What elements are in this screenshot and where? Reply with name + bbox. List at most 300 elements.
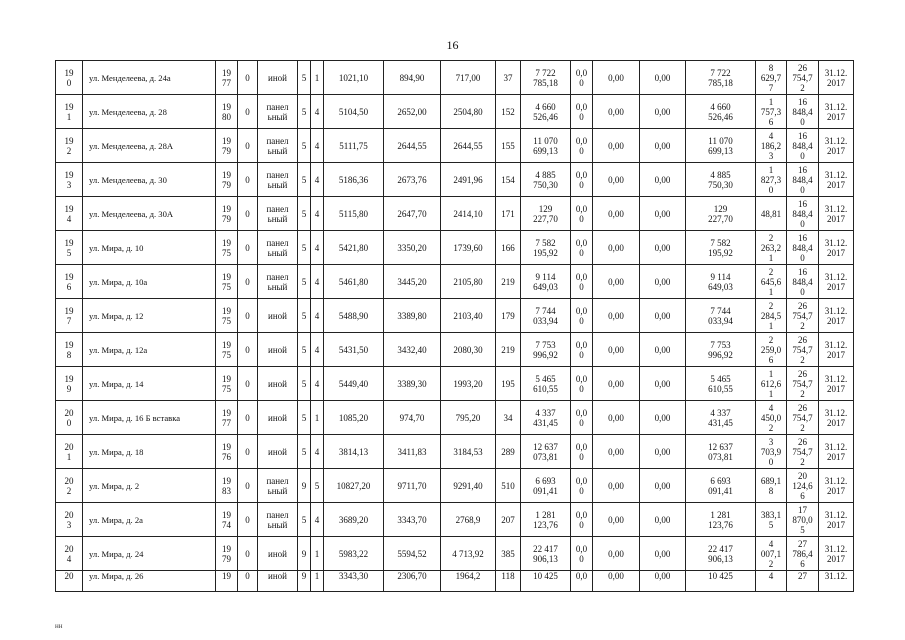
table-row xyxy=(56,537,854,571)
cell-cost-total: 7 582 195,92 xyxy=(521,231,571,265)
cell-limit-cost: 16 848,4 0 xyxy=(787,197,819,231)
cell-cost-b: 0,00 xyxy=(593,231,640,265)
cell-cost-c: 0,00 xyxy=(640,129,686,163)
cell-floors: 5 xyxy=(298,401,311,435)
cell-cost-b: 0,00 xyxy=(593,469,640,503)
cell-cost-a: 0,0 0 xyxy=(571,197,593,231)
cell-deadline: 31.12. 2017 xyxy=(819,129,854,163)
table-row xyxy=(56,197,854,231)
cell-private-area: 1739,60 xyxy=(441,231,496,265)
cell-wall-type: иной xyxy=(258,435,298,469)
cell-cost-b: 0,00 xyxy=(593,299,640,333)
table-row xyxy=(56,435,854,469)
table-row xyxy=(56,367,854,401)
cell-total-area: 1085,20 xyxy=(324,401,384,435)
cell-cost-per-sqm: 689,1 8 xyxy=(756,469,787,503)
cell-cost-a: 0,0 0 xyxy=(571,401,593,435)
cell-col-zero: 0 xyxy=(238,231,258,265)
cell-cost-total: 7 753 996,92 xyxy=(521,333,571,367)
cell-cost-a: 0,0 0 xyxy=(571,435,593,469)
cell-year-built: 19 76 xyxy=(216,435,238,469)
cell-cost-a: 0,0 0 xyxy=(571,333,593,367)
cell-limit-cost: 16 848,4 0 xyxy=(787,163,819,197)
cell-cost-region: 9 114 649,03 xyxy=(686,265,756,299)
cell-deadline: 31.12. 2017 xyxy=(819,231,854,265)
cell-cost-per-sqm: 2 259,0 6 xyxy=(756,333,787,367)
cell-residential-area: 3343,70 xyxy=(384,503,441,537)
cell-cost-c: 0,00 xyxy=(640,537,686,571)
cell-entrances: 4 xyxy=(311,333,324,367)
cell-residents: 195 xyxy=(496,367,521,401)
table-row xyxy=(56,95,854,129)
cell-deadline: 31.12. 2017 xyxy=(819,61,854,95)
cell-private-area: 2491,96 xyxy=(441,163,496,197)
housing-table xyxy=(55,60,854,592)
cell-wall-type: иной xyxy=(258,61,298,95)
cell-private-area: 2768,9 xyxy=(441,503,496,537)
cell-col-zero: 0 xyxy=(238,333,258,367)
cell-cost-region: 129 227,70 xyxy=(686,197,756,231)
cell-private-area: 2414,10 xyxy=(441,197,496,231)
cell-limit-cost: 17 870,0 5 xyxy=(787,503,819,537)
cell-deadline: 31.12. 2017 xyxy=(819,197,854,231)
cell-address: ул. Менделеева, д. 24а xyxy=(83,61,216,95)
cell-col-zero: 0 xyxy=(238,571,258,592)
cell-floors: 5 xyxy=(298,95,311,129)
cell-deadline: 31.12. 2017 xyxy=(819,265,854,299)
cell-private-area: 4 713,92 xyxy=(441,537,496,571)
cell-residential-area: 3411,83 xyxy=(384,435,441,469)
cell-floors: 5 xyxy=(298,299,311,333)
cell-total-area: 5488,90 xyxy=(324,299,384,333)
cell-cost-total: 22 417 906,13 xyxy=(521,537,571,571)
cell-deadline: 31.12. 2017 xyxy=(819,537,854,571)
cell-address: ул. Мира, д. 16 Б вставка xyxy=(83,401,216,435)
cell-wall-type: панел ьный xyxy=(258,95,298,129)
cell-total-area: 5421,80 xyxy=(324,231,384,265)
cell-col-zero: 0 xyxy=(238,197,258,231)
cell-deadline: 31.12. 2017 xyxy=(819,435,854,469)
cell-cost-per-sqm: 2 263,2 1 xyxy=(756,231,787,265)
cell-row-number: 19 6 xyxy=(56,265,83,299)
cell-cost-a: 0,0 0 xyxy=(571,367,593,401)
table-row xyxy=(56,299,854,333)
cell-cost-c: 0,00 xyxy=(640,299,686,333)
cell-cost-b: 0,00 xyxy=(593,95,640,129)
cell-address: ул. Мира, д. 10 xyxy=(83,231,216,265)
cell-residents: 34 xyxy=(496,401,521,435)
cell-floors: 5 xyxy=(298,163,311,197)
cell-address: ул. Мира, д. 14 xyxy=(83,367,216,401)
cell-limit-cost: 26 754,7 2 xyxy=(787,299,819,333)
cell-deadline: 31.12. 2017 xyxy=(819,163,854,197)
cell-cost-c: 0,00 xyxy=(640,197,686,231)
cell-year-built: 19 75 xyxy=(216,299,238,333)
cell-year-built: 19 79 xyxy=(216,537,238,571)
cell-col-zero: 0 xyxy=(238,503,258,537)
cell-deadline: 31.12. 2017 xyxy=(819,401,854,435)
cell-limit-cost: 16 848,4 0 xyxy=(787,95,819,129)
cell-floors: 5 xyxy=(298,231,311,265)
cell-cost-b: 0,00 xyxy=(593,503,640,537)
cell-row-number: 19 1 xyxy=(56,95,83,129)
cell-deadline: 31.12. 2017 xyxy=(819,367,854,401)
cell-limit-cost: 26 754,7 2 xyxy=(787,401,819,435)
cell-cost-total: 1 281 123,76 xyxy=(521,503,571,537)
cell-wall-type: панел ьный xyxy=(258,265,298,299)
cell-residents: 152 xyxy=(496,95,521,129)
cell-cost-a: 0,0 0 xyxy=(571,163,593,197)
cell-residents: 289 xyxy=(496,435,521,469)
cell-residents: 510 xyxy=(496,469,521,503)
cell-floors: 5 xyxy=(298,435,311,469)
cell-wall-type: панел ьный xyxy=(258,197,298,231)
cell-cost-per-sqm: 4 450,0 2 xyxy=(756,401,787,435)
cell-year-built: 19 74 xyxy=(216,503,238,537)
cell-cost-total: 4 337 431,45 xyxy=(521,401,571,435)
cell-cost-per-sqm: 1 827,3 0 xyxy=(756,163,787,197)
cell-total-area: 3814,13 xyxy=(324,435,384,469)
cell-cost-a: 0,0 0 xyxy=(571,537,593,571)
cell-residential-area: 3432,40 xyxy=(384,333,441,367)
cell-cost-b: 0,00 xyxy=(593,537,640,571)
cell-year-built: 19 75 xyxy=(216,333,238,367)
cell-deadline: 31.12. 2017 xyxy=(819,299,854,333)
cell-entrances: 4 xyxy=(311,163,324,197)
cell-residents: 219 xyxy=(496,265,521,299)
cell-col-zero: 0 xyxy=(238,163,258,197)
cell-entrances: 4 xyxy=(311,129,324,163)
cell-cost-total: 7 722 785,18 xyxy=(521,61,571,95)
cell-cost-total: 9 114 649,03 xyxy=(521,265,571,299)
housing-table-wrapper xyxy=(55,60,854,592)
cell-cost-region: 10 425 xyxy=(686,571,756,592)
cell-row-number: 20 1 xyxy=(56,435,83,469)
cell-row-number: 19 0 xyxy=(56,61,83,95)
cell-row-number: 19 9 xyxy=(56,367,83,401)
cell-cost-b: 0,00 xyxy=(593,163,640,197)
cell-floors: 5 xyxy=(298,265,311,299)
cell-cost-total: 12 637 073,81 xyxy=(521,435,571,469)
cell-residents: 207 xyxy=(496,503,521,537)
cell-cost-c: 0,00 xyxy=(640,333,686,367)
cell-residential-area: 894,90 xyxy=(384,61,441,95)
cell-floors: 5 xyxy=(298,503,311,537)
cell-cost-a: 0,0 0 xyxy=(571,265,593,299)
cell-residential-area: 3389,80 xyxy=(384,299,441,333)
cell-address: ул. Мира, д. 18 xyxy=(83,435,216,469)
cell-cost-c: 0,00 xyxy=(640,163,686,197)
table-body xyxy=(56,61,854,592)
cell-cost-b: 0,00 xyxy=(593,401,640,435)
cell-cost-per-sqm: 2 645,6 1 xyxy=(756,265,787,299)
cell-cost-c: 0,00 xyxy=(640,571,686,592)
cell-limit-cost: 27 786,4 6 xyxy=(787,537,819,571)
cell-address: ул. Мира, д. 12а xyxy=(83,333,216,367)
table-row xyxy=(56,61,854,95)
cell-cost-b: 0,00 xyxy=(593,435,640,469)
cell-deadline: 31.12. 2017 xyxy=(819,95,854,129)
cell-row-number: 20 3 xyxy=(56,503,83,537)
cell-year-built: 19 77 xyxy=(216,61,238,95)
cell-deadline: 31.12. 2017 xyxy=(819,503,854,537)
cell-private-area: 3184,53 xyxy=(441,435,496,469)
cell-year-built: 19 77 xyxy=(216,401,238,435)
cell-floors: 5 xyxy=(298,61,311,95)
cell-address: ул. Менделеева, д. 28А xyxy=(83,129,216,163)
cell-cost-region: 7 582 195,92 xyxy=(686,231,756,265)
cell-col-zero: 0 xyxy=(238,265,258,299)
cell-limit-cost: 26 754,7 2 xyxy=(787,333,819,367)
cell-cost-c: 0,00 xyxy=(640,503,686,537)
cell-private-area: 2080,30 xyxy=(441,333,496,367)
cell-private-area: 2504,80 xyxy=(441,95,496,129)
cell-address: ул. Мира, д. 2 xyxy=(83,469,216,503)
cell-cost-a: 0,0 xyxy=(571,571,593,592)
cell-cost-b: 0,00 xyxy=(593,571,640,592)
cell-year-built: 19 75 xyxy=(216,265,238,299)
cell-cost-per-sqm: 48,81 xyxy=(756,197,787,231)
cell-cost-b: 0,00 xyxy=(593,129,640,163)
cell-residents: 385 xyxy=(496,537,521,571)
table-row xyxy=(56,129,854,163)
cell-residential-area: 5594,52 xyxy=(384,537,441,571)
cell-residents: 155 xyxy=(496,129,521,163)
cell-address: ул. Менделеева, д. 28 xyxy=(83,95,216,129)
cell-entrances: 4 xyxy=(311,503,324,537)
cell-total-area: 3689,20 xyxy=(324,503,384,537)
cell-total-area: 5461,80 xyxy=(324,265,384,299)
cell-cost-per-sqm: 383,1 5 xyxy=(756,503,787,537)
cell-entrances: 4 xyxy=(311,299,324,333)
cell-residents: 166 xyxy=(496,231,521,265)
cell-total-area: 1021,10 xyxy=(324,61,384,95)
cell-year-built: 19 79 xyxy=(216,197,238,231)
cell-total-area: 5186,36 xyxy=(324,163,384,197)
cell-cost-per-sqm: 1 757,3 6 xyxy=(756,95,787,129)
cell-cost-c: 0,00 xyxy=(640,265,686,299)
cell-private-area: 717,00 xyxy=(441,61,496,95)
cell-cost-per-sqm: 1 612,6 1 xyxy=(756,367,787,401)
cell-address: ул. Мира, д. 24 xyxy=(83,537,216,571)
table-row xyxy=(56,265,854,299)
footer-mark: нн xyxy=(55,622,63,630)
cell-col-zero: 0 xyxy=(238,401,258,435)
cell-wall-type: иной xyxy=(258,367,298,401)
cell-wall-type: иной xyxy=(258,571,298,592)
cell-wall-type: иной xyxy=(258,401,298,435)
cell-entrances: 4 xyxy=(311,435,324,469)
cell-address: ул. Менделеева, д. 30 xyxy=(83,163,216,197)
cell-cost-a: 0,0 0 xyxy=(571,61,593,95)
cell-cost-a: 0,0 0 xyxy=(571,503,593,537)
table-row xyxy=(56,333,854,367)
cell-col-zero: 0 xyxy=(238,435,258,469)
cell-entrances: 1 xyxy=(311,537,324,571)
cell-limit-cost: 26 754,7 2 xyxy=(787,61,819,95)
cell-entrances: 4 xyxy=(311,231,324,265)
cell-residents: 179 xyxy=(496,299,521,333)
cell-total-area: 5449,40 xyxy=(324,367,384,401)
cell-row-number: 19 2 xyxy=(56,129,83,163)
cell-private-area: 1964,2 xyxy=(441,571,496,592)
cell-wall-type: панел ьный xyxy=(258,469,298,503)
cell-limit-cost: 16 848,4 0 xyxy=(787,231,819,265)
cell-cost-region: 4 660 526,46 xyxy=(686,95,756,129)
cell-cost-a: 0,0 0 xyxy=(571,95,593,129)
cell-cost-per-sqm: 2 284,5 1 xyxy=(756,299,787,333)
cell-cost-a: 0,0 0 xyxy=(571,469,593,503)
cell-residents: 118 xyxy=(496,571,521,592)
cell-row-number: 19 4 xyxy=(56,197,83,231)
cell-entrances: 1 xyxy=(311,571,324,592)
cell-deadline: 31.12. xyxy=(819,571,854,592)
cell-cost-c: 0,00 xyxy=(640,469,686,503)
cell-row-number: 20 0 xyxy=(56,401,83,435)
cell-cost-per-sqm: 8 629,7 7 xyxy=(756,61,787,95)
cell-cost-per-sqm: 4 xyxy=(756,571,787,592)
cell-cost-region: 7 744 033,94 xyxy=(686,299,756,333)
cell-wall-type: иной xyxy=(258,537,298,571)
cell-year-built: 19 79 xyxy=(216,129,238,163)
table-row xyxy=(56,401,854,435)
cell-limit-cost: 16 848,4 0 xyxy=(787,265,819,299)
cell-year-built: 19 83 xyxy=(216,469,238,503)
cell-wall-type: панел ьный xyxy=(258,231,298,265)
cell-residential-area: 2644,55 xyxy=(384,129,441,163)
cell-cost-c: 0,00 xyxy=(640,435,686,469)
cell-total-area: 10827,20 xyxy=(324,469,384,503)
cell-residential-area: 974,70 xyxy=(384,401,441,435)
cell-cost-b: 0,00 xyxy=(593,333,640,367)
cell-row-number: 19 7 xyxy=(56,299,83,333)
cell-private-area: 9291,40 xyxy=(441,469,496,503)
cell-cost-a: 0,0 0 xyxy=(571,299,593,333)
table-row xyxy=(56,503,854,537)
cell-col-zero: 0 xyxy=(238,61,258,95)
cell-cost-total: 10 425 xyxy=(521,571,571,592)
cell-row-number: 19 8 xyxy=(56,333,83,367)
cell-limit-cost: 26 754,7 2 xyxy=(787,435,819,469)
cell-address: ул. Мира, д. 26 xyxy=(83,571,216,592)
cell-cost-b: 0,00 xyxy=(593,367,640,401)
cell-private-area: 2103,40 xyxy=(441,299,496,333)
cell-total-area: 5431,50 xyxy=(324,333,384,367)
cell-cost-region: 4 885 750,30 xyxy=(686,163,756,197)
cell-cost-total: 11 070 699,13 xyxy=(521,129,571,163)
cell-total-area: 5104,50 xyxy=(324,95,384,129)
cell-residential-area: 2652,00 xyxy=(384,95,441,129)
table-row xyxy=(56,231,854,265)
cell-cost-total: 6 693 091,41 xyxy=(521,469,571,503)
cell-cost-per-sqm: 3 703,9 0 xyxy=(756,435,787,469)
cell-cost-c: 0,00 xyxy=(640,367,686,401)
cell-cost-a: 0,0 0 xyxy=(571,231,593,265)
cell-private-area: 1993,20 xyxy=(441,367,496,401)
cell-cost-c: 0,00 xyxy=(640,401,686,435)
cell-cost-total: 5 465 610,55 xyxy=(521,367,571,401)
cell-residents: 219 xyxy=(496,333,521,367)
cell-col-zero: 0 xyxy=(238,469,258,503)
table-row xyxy=(56,571,854,592)
cell-residents: 154 xyxy=(496,163,521,197)
cell-row-number: 20 xyxy=(56,571,83,592)
cell-entrances: 1 xyxy=(311,61,324,95)
cell-cost-a: 0,0 0 xyxy=(571,129,593,163)
cell-floors: 5 xyxy=(298,333,311,367)
cell-year-built: 19 79 xyxy=(216,163,238,197)
cell-cost-region: 5 465 610,55 xyxy=(686,367,756,401)
cell-cost-region: 1 281 123,76 xyxy=(686,503,756,537)
cell-row-number: 20 4 xyxy=(56,537,83,571)
cell-total-area: 5983,22 xyxy=(324,537,384,571)
cell-floors: 9 xyxy=(298,537,311,571)
cell-cost-region: 7 722 785,18 xyxy=(686,61,756,95)
cell-total-area: 5111,75 xyxy=(324,129,384,163)
cell-floors: 5 xyxy=(298,197,311,231)
cell-limit-cost: 16 848,4 0 xyxy=(787,129,819,163)
cell-residential-area: 2673,76 xyxy=(384,163,441,197)
cell-address: ул. Мира, д. 2а xyxy=(83,503,216,537)
cell-wall-type: иной xyxy=(258,299,298,333)
cell-row-number: 19 3 xyxy=(56,163,83,197)
cell-residential-area: 2647,70 xyxy=(384,197,441,231)
cell-address: ул. Мира, д. 12 xyxy=(83,299,216,333)
cell-col-zero: 0 xyxy=(238,537,258,571)
cell-private-area: 2105,80 xyxy=(441,265,496,299)
cell-wall-type: панел ьный xyxy=(258,503,298,537)
cell-row-number: 19 5 xyxy=(56,231,83,265)
cell-entrances: 4 xyxy=(311,197,324,231)
cell-entrances: 1 xyxy=(311,401,324,435)
cell-residents: 171 xyxy=(496,197,521,231)
cell-wall-type: иной xyxy=(258,333,298,367)
cell-address: ул. Мира, д. 10а xyxy=(83,265,216,299)
page-number: 16 xyxy=(446,38,459,52)
cell-entrances: 4 xyxy=(311,95,324,129)
cell-floors: 5 xyxy=(298,367,311,401)
cell-total-area: 3343,30 xyxy=(324,571,384,592)
cell-cost-c: 0,00 xyxy=(640,95,686,129)
cell-row-number: 20 2 xyxy=(56,469,83,503)
cell-limit-cost: 27 xyxy=(787,571,819,592)
cell-cost-b: 0,00 xyxy=(593,265,640,299)
cell-cost-total: 129 227,70 xyxy=(521,197,571,231)
cell-cost-region: 4 337 431,45 xyxy=(686,401,756,435)
cell-cost-region: 7 753 996,92 xyxy=(686,333,756,367)
cell-cost-region: 6 693 091,41 xyxy=(686,469,756,503)
cell-floors: 5 xyxy=(298,129,311,163)
cell-col-zero: 0 xyxy=(238,129,258,163)
cell-cost-total: 7 744 033,94 xyxy=(521,299,571,333)
cell-cost-region: 11 070 699,13 xyxy=(686,129,756,163)
cell-cost-per-sqm: 4 186,2 3 xyxy=(756,129,787,163)
cell-col-zero: 0 xyxy=(238,367,258,401)
cell-year-built: 19 xyxy=(216,571,238,592)
cell-entrances: 4 xyxy=(311,265,324,299)
cell-cost-b: 0,00 xyxy=(593,61,640,95)
cell-total-area: 5115,80 xyxy=(324,197,384,231)
cell-residential-area: 2306,70 xyxy=(384,571,441,592)
cell-col-zero: 0 xyxy=(238,299,258,333)
cell-col-zero: 0 xyxy=(238,95,258,129)
cell-cost-region: 22 417 906,13 xyxy=(686,537,756,571)
cell-residential-area: 9711,70 xyxy=(384,469,441,503)
cell-deadline: 31.12. 2017 xyxy=(819,333,854,367)
cell-entrances: 5 xyxy=(311,469,324,503)
cell-cost-c: 0,00 xyxy=(640,231,686,265)
cell-limit-cost: 20 124,6 6 xyxy=(787,469,819,503)
